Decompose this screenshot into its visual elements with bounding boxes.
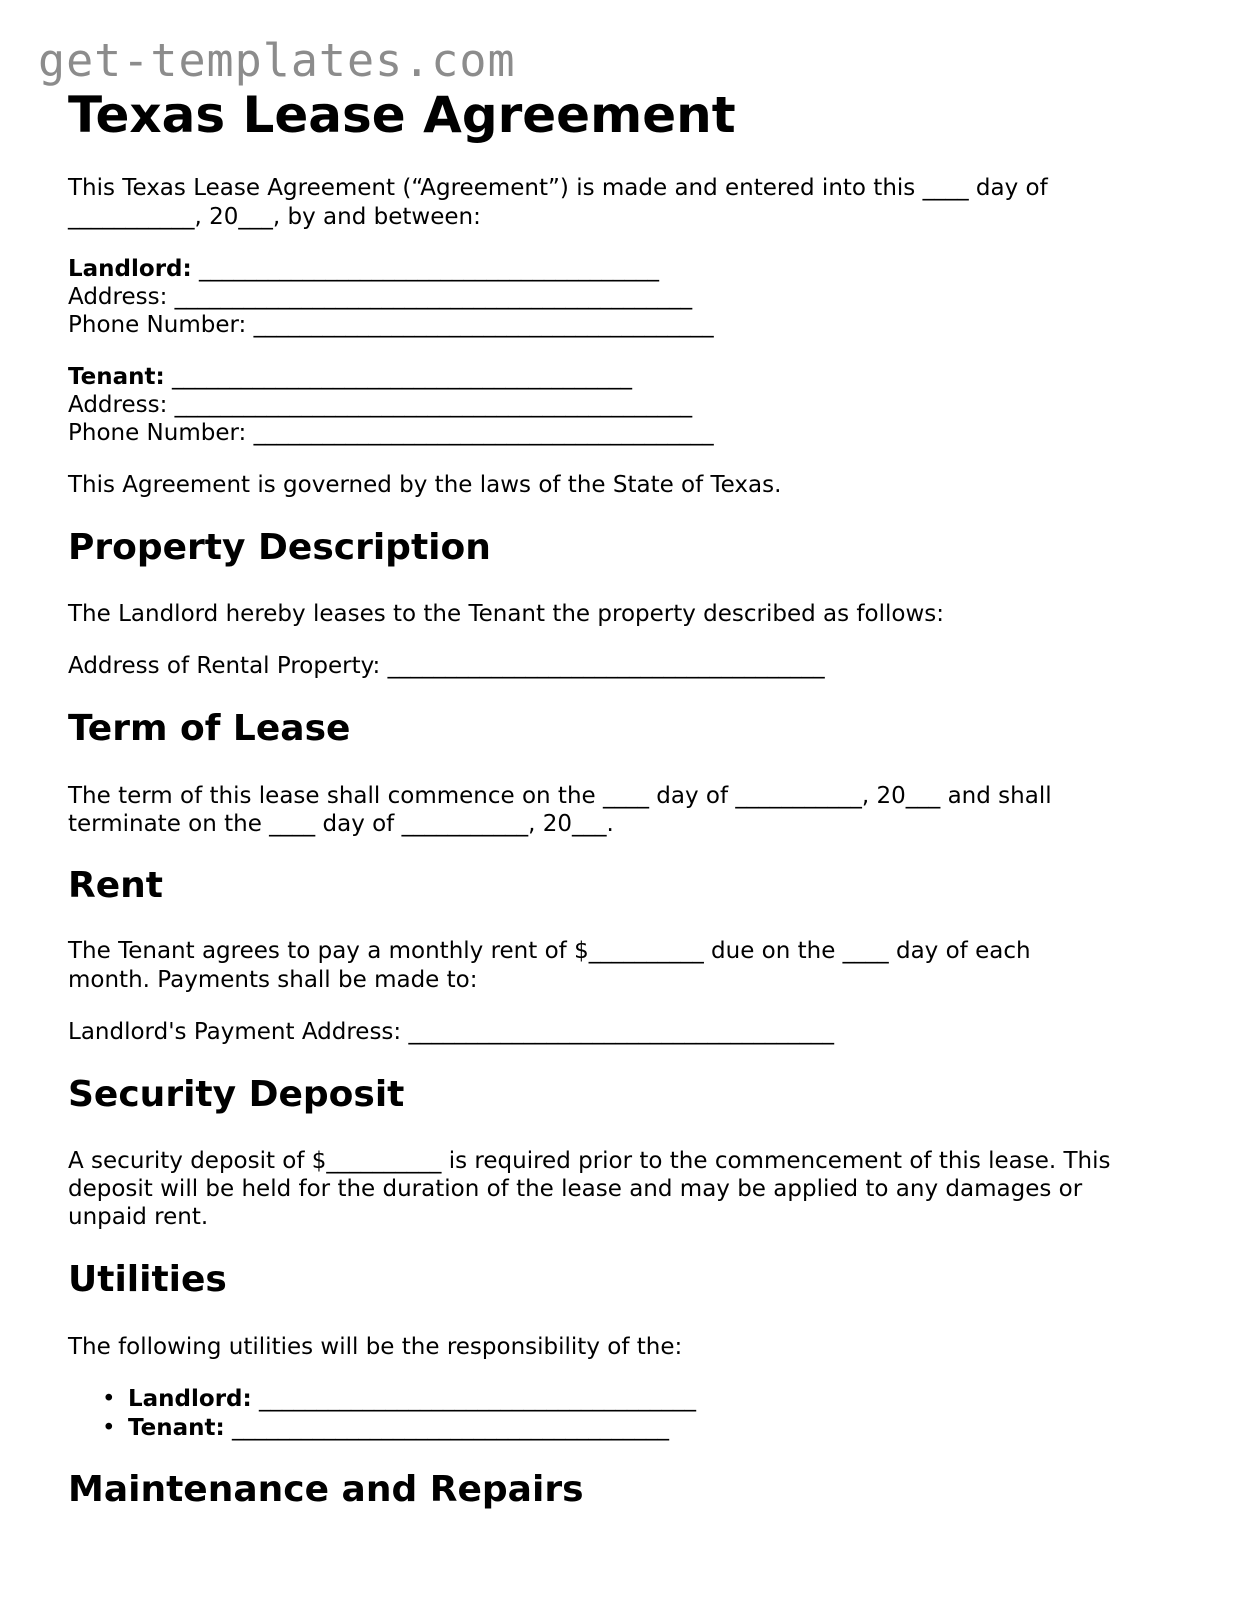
term-line-1: The term of this lease shall commence on the ____ day of ___________, 20___ and shall <box>68 783 1052 809</box>
heading-property-description: Property Description <box>68 527 491 568</box>
rent-line-1: The Tenant agrees to pay a monthly rent of $__________ due on the ____ day of each <box>68 938 1031 964</box>
list-item <box>128 1385 696 1414</box>
intro-line-1: This Texas Lease Agreement (“Agreement”) is made and entered into this ____ day of <box>68 175 1048 201</box>
property-text: The Landlord hereby leases to the Tenant the property described as follows: <box>68 601 944 627</box>
list-item <box>128 1414 696 1443</box>
term-line-2: terminate on the ____ day of ___________, 20___. <box>68 811 614 837</box>
heading-utilities: Utilities <box>68 1259 227 1300</box>
heading-term-of-lease: Term of Lease <box>68 708 351 749</box>
landlord-label: Landlord: <box>68 256 192 282</box>
watermark: get-templates.com <box>38 34 516 87</box>
landlord-address: Address: _____________________________________________ <box>68 284 693 310</box>
utilities-tenant-blank: ______________________________________ <box>224 1415 670 1441</box>
utilities-landlord-label: Landlord: <box>128 1386 252 1412</box>
utilities-tenant-label: Tenant: <box>128 1415 225 1441</box>
heading-rent: Rent <box>68 865 163 906</box>
governing-law: This Agreement is governed by the laws of the State of Texas. <box>68 472 782 498</box>
document-title: Texas Lease Agreement <box>68 86 736 144</box>
deposit-line-1: A security deposit of $__________ is required prior to the commencement of this lease. This <box>68 1148 1111 1174</box>
property-address: Address of Rental Property: ______________________________________ <box>68 653 825 679</box>
utilities-list <box>68 1385 696 1443</box>
tenant-label: Tenant: <box>68 364 165 390</box>
tenant-address: Address: _____________________________________________ <box>68 392 693 418</box>
intro-line-2: ___________, 20___, by and between: <box>68 204 481 230</box>
tenant-name-line <box>68 363 632 392</box>
utilities-text: The following utilities will be the responsibility of the: <box>68 1334 683 1360</box>
rent-payment-address: Landlord's Payment Address: _____________________________________ <box>68 1019 834 1045</box>
deposit-line-3: unpaid rent. <box>68 1204 209 1230</box>
utilities-landlord-blank: ______________________________________ <box>251 1386 697 1412</box>
landlord-name-line <box>68 255 659 284</box>
heading-security-deposit: Security Deposit <box>68 1074 405 1115</box>
landlord-name-blank: ________________________________________ <box>191 256 660 282</box>
tenant-phone: Phone Number: ________________________________________ <box>68 420 714 446</box>
deposit-line-2: deposit will be held for the duration of the lease and may be applied to any damages or <box>68 1176 1083 1202</box>
landlord-phone: Phone Number: ________________________________________ <box>68 312 714 338</box>
rent-line-2: month. Payments shall be made to: <box>68 967 478 993</box>
tenant-name-blank: ________________________________________ <box>164 364 633 390</box>
heading-maintenance-and-repairs: Maintenance and Repairs <box>68 1469 584 1510</box>
